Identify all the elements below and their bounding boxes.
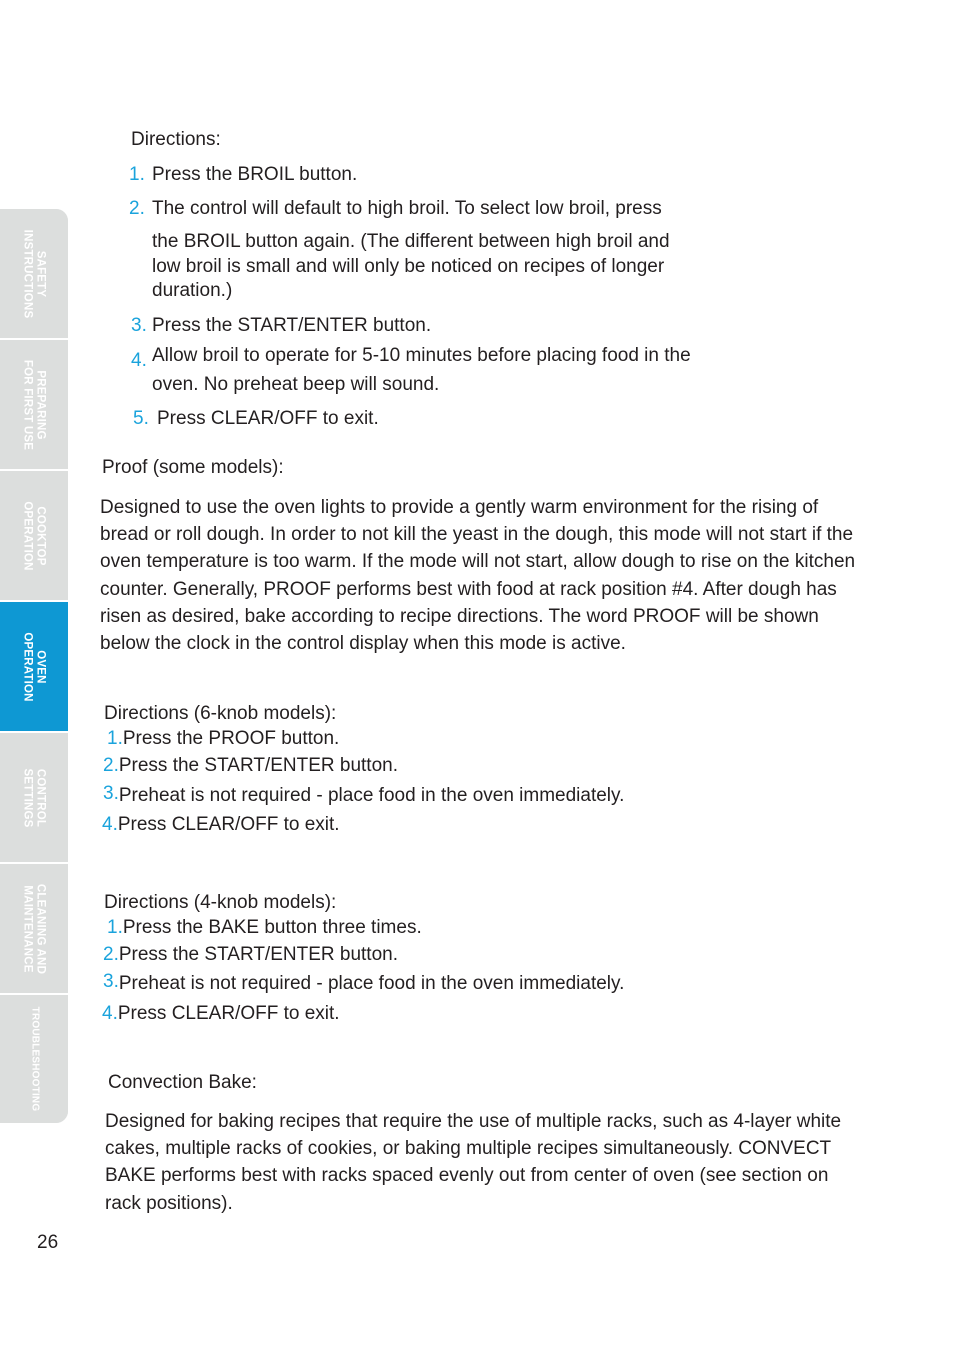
tab-control-settings[interactable] xyxy=(0,733,68,864)
step-text: Press CLEAR/OFF to exit. xyxy=(157,408,379,429)
list-item xyxy=(102,1002,340,1026)
step-text: Allow broil to operate for 5-10 minutes before placing food in the xyxy=(152,345,691,366)
step-number: 4. xyxy=(102,814,118,835)
tab-oven-operation[interactable] xyxy=(0,602,68,733)
four-knob-directions-label: Directions (4-knob models): xyxy=(104,892,337,913)
side-tab-bar xyxy=(0,209,68,1123)
step-number: 3. xyxy=(103,783,119,804)
step-text-continued: low broil is small and will only be noticed on recipes of longer xyxy=(152,256,665,277)
step-text: The control will default to high broil. To select low broil, press xyxy=(152,198,662,219)
step-number: 1. xyxy=(107,728,123,749)
list-item xyxy=(131,314,432,338)
broil-directions-label: Directions: xyxy=(131,129,221,150)
step-number: 4. xyxy=(131,350,147,371)
step-number: 3. xyxy=(131,315,147,336)
list-item xyxy=(107,916,422,940)
step-text: Press the PROOF button. xyxy=(122,728,340,749)
list-item xyxy=(103,943,398,967)
step-text: Press the START/ENTER button. xyxy=(118,755,398,776)
step-text: Press the START/ENTER button. xyxy=(152,315,432,336)
list-item xyxy=(129,163,358,187)
step-number: 2. xyxy=(129,198,145,219)
list-item xyxy=(103,754,398,778)
tab-safety-instructions[interactable] xyxy=(0,209,68,340)
tab-label: TROUBLESHOOTING xyxy=(29,1006,41,1112)
tab-label: SAFETY INSTRUCTIONS xyxy=(22,229,47,318)
proof-paragraph: Designed to use the oven lights to provide a gently warm environment for the rising of bread or roll dough. In order to not kill the yeast in the dough, this mode will not start if the oven temperature is too warm. If the mode will not start, allow dough to rise on the kitchen counter. Generally, PROOF performs best with food at rack position #4. After dough has risen as desired, bake according to recipe directions. The word PROOF will be shown below the clock in the control display when this mode is active. xyxy=(100,497,856,655)
list-item xyxy=(131,344,691,371)
tab-preparing-for-first-use[interactable] xyxy=(0,340,68,471)
list-item xyxy=(102,813,340,837)
tab-cleaning-and-maintenance[interactable] xyxy=(0,864,68,995)
list-item xyxy=(103,972,624,996)
step-number: 1. xyxy=(129,164,145,185)
list-item xyxy=(103,784,624,808)
list-item xyxy=(133,407,379,431)
tab-label: OVEN OPERATION xyxy=(22,631,47,702)
tab-label: PREPARING FOR FIRST USE xyxy=(22,359,47,450)
step-number: 2. xyxy=(103,944,119,965)
list-item xyxy=(107,727,339,751)
proof-heading: Proof (some models): xyxy=(102,457,284,478)
step-text-continued: duration.) xyxy=(152,280,233,301)
tab-label: CONTROL SETTINGS xyxy=(22,767,47,828)
six-knob-directions-label: Directions (6-knob models): xyxy=(104,703,337,724)
tab-troubleshooting[interactable] xyxy=(0,995,68,1123)
step-number: 1. xyxy=(107,917,123,938)
tab-label: CLEANING AND MAINTENANCE xyxy=(22,883,47,974)
step-text-continued: the BROIL button again. (The different between high broil and xyxy=(152,231,670,252)
convection-heading: Convection Bake: xyxy=(108,1072,257,1093)
step-text-continued: oven. No preheat beep will sound. xyxy=(152,374,440,395)
page-number: 26 xyxy=(37,1232,59,1253)
step-text: Press CLEAR/OFF to exit. xyxy=(117,814,340,835)
tab-label: COOKTOP OPERATION xyxy=(22,500,47,571)
step-text: Preheat is not required - place food in the oven immediately. xyxy=(118,785,625,806)
convection-paragraph: Designed for baking recipes that require the use of multiple racks, such as 4-layer white cakes, multiple racks of cookies, or baking multiple recipes simultaneously. CONVECT BAKE performs best with racks spaced evenly out from center of oven (see section on rack positions). xyxy=(105,1111,842,1214)
step-number: 4. xyxy=(102,1003,118,1024)
step-text: Press CLEAR/OFF to exit. xyxy=(117,1003,340,1024)
list-item xyxy=(129,197,662,221)
step-text: Press the START/ENTER button. xyxy=(118,944,398,965)
tab-cooktop-operation[interactable] xyxy=(0,471,68,602)
step-number: 2. xyxy=(103,755,119,776)
step-number: 5. xyxy=(133,408,149,429)
step-number: 3. xyxy=(103,971,119,992)
step-text: Preheat is not required - place food in the oven immediately. xyxy=(118,973,625,994)
step-text: Press the BROIL button. xyxy=(152,164,358,185)
step-text: Press the BAKE button three times. xyxy=(122,917,422,938)
